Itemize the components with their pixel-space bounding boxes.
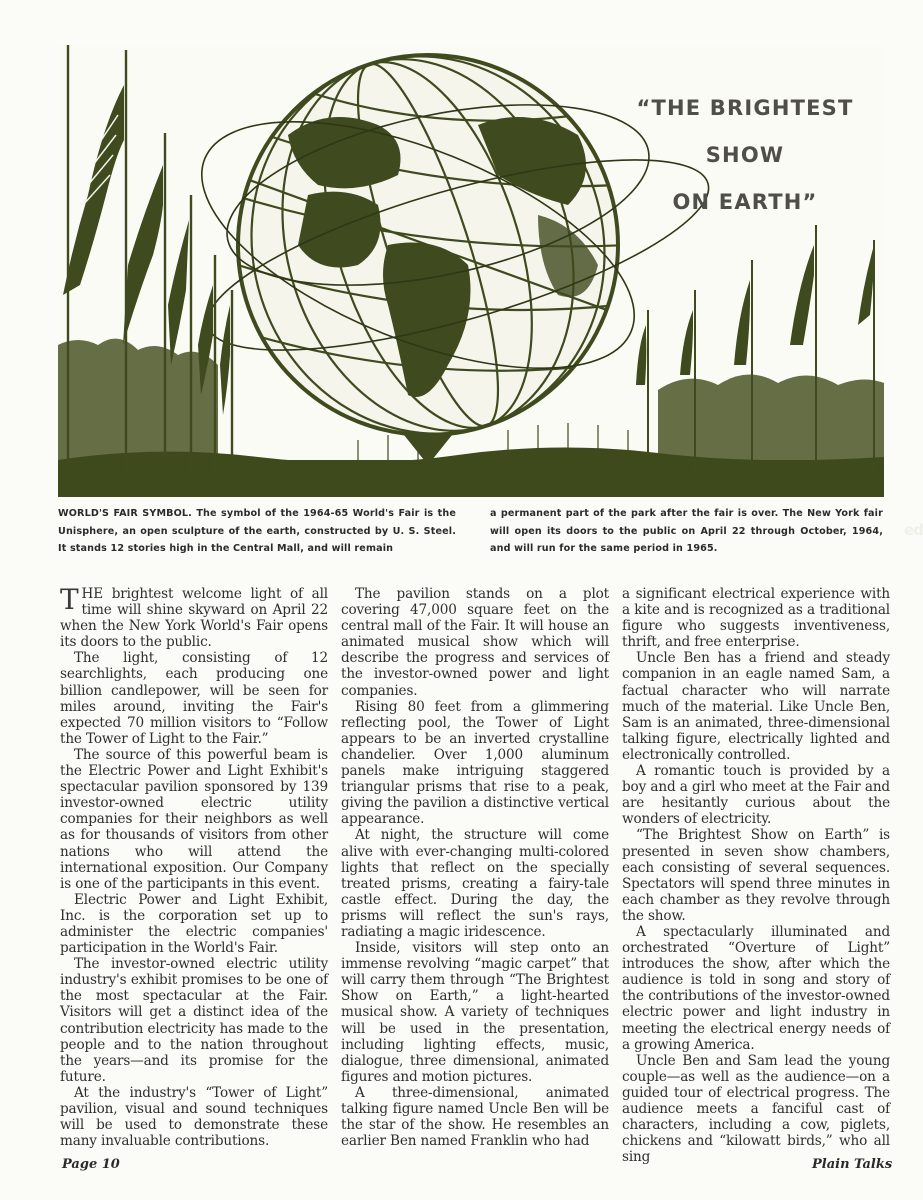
caption-lead: WORLD'S FAIR SYMBOL. bbox=[58, 508, 192, 519]
paragraph: The pavilion stands on a plot covering 47,000 square feet on the central mall of the Fair. It will house an animated musical show which will describe the progress and services of the investor-owned power and light companies. bbox=[341, 586, 609, 699]
paragraph: The investor-owned electric utility industry's exhibit promises to be one of the most spectacular at the Fair. Visitors will get a distinct idea of the contribution electricity has made to the people and to the nation throughout the years—and its promise for the future. bbox=[60, 956, 328, 1085]
photo-caption-left bbox=[58, 505, 456, 558]
paragraph: The source of this powerful beam is the Electric Power and Light Exhibit's spectacular pavilion sponsored by 139 investor-owned electric utility companies for their neighbors as well as for thousands of visitors from other nations who will attend the international exposition. Our Company is one of the participants in this event. bbox=[60, 746, 328, 892]
paragraph: A romantic touch is provided by a boy and a girl who meet at the Fair and are hesitantly curious about the wonders of electricity. bbox=[622, 763, 890, 828]
headline-line-1: “THE BRIGHTEST bbox=[636, 96, 854, 120]
paragraph: At night, the structure will come alive with ever-changing multi-colored lights that reflect on the specially treated prisms, creating a fairy-tale castle effect. During the day, the prisms will reflect the sun's rays, radiating a magic iridescence. bbox=[341, 827, 609, 940]
paragraph: A spectacularly illuminated and orchestrated “Overture of Light” introduces the show, after which the audience is told in song and story of the contributions of the investor-owned electric power and light industry in meeting the electrical energy needs of a growing America. bbox=[622, 923, 890, 1053]
paragraph: Rising 80 feet from a glimmering reflecting pool, the Tower of Light appears to be an inverted crystalline chandelier. Over 1,000 aluminum panels make intriguing staggered triangular prisms that rise to a peak, giving the pavilion a distinctive vertical appearance. bbox=[341, 698, 609, 828]
paragraph: a significant electrical experience with a kite and is recognized as a traditional figure who suggests inventiveness, thrift, and free enterprise. bbox=[622, 586, 890, 651]
article-column-3 bbox=[622, 586, 890, 1165]
paragraph: “The Brightest Show on Earth” is presented in seven show chambers, each consisting of several sequences. Spectators will spend three minutes in each chamber as they revolve through the show. bbox=[622, 827, 890, 924]
headline bbox=[600, 85, 890, 226]
publication-name: Plain Talks bbox=[812, 1157, 893, 1172]
paragraph: Uncle Ben has a friend and steady companion in an eagle named Sam, a factual character who will narrate much of the material. Like Uncle Ben, Sam is an animated, three-dimensional talking figure, electrically lighted and electronically controlled. bbox=[622, 650, 890, 763]
article-column-2 bbox=[341, 586, 609, 1149]
paragraph: Electric Power and Light Exhibit, Inc. is the corporation set up to administer the electric companies' participation in the World's Fair. bbox=[60, 891, 328, 957]
paragraph: A three-dimensional, animated talking figure named Uncle Ben will be the star of the show. He resembles an earlier Ben named Franklin who had bbox=[341, 1084, 609, 1150]
caption-text-left: The symbol of the 1964-65 World's Fair is the Unisphere, an open sculpture of the earth, constructed by U. S. Steel. It stands 12 stories high in the Central Mall, and will remain bbox=[58, 508, 456, 554]
article-column-1 bbox=[60, 583, 328, 1150]
caption-text-right: a permanent part of the park after the fair is over. The New York fair will open its doors to the public on April 22 through October, 1964, and will run for the same period in 1965. bbox=[490, 508, 883, 554]
page-number: Page 10 bbox=[62, 1157, 120, 1172]
paragraph: The light, consisting of 12 searchlights, each producing one billion candlepower, will be seen for miles around, inviting the Fair's expected 70 million visitors to “Follow the Tower of Light to the Fair.” bbox=[60, 650, 328, 747]
paragraph: Inside, visitors will step onto an immense revolving “magic carpet” that will carry them through “The Brightest Show on Earth,” a light-hearted musical show. A variety of techniques will be used in the presentation, including lighting effects, music, dialogue, three dimensional, animated figures and motion pictures. bbox=[341, 940, 609, 1085]
photo-caption-right bbox=[490, 505, 883, 558]
artist-signature: ed bbox=[904, 521, 923, 539]
headline-line-3: ON EARTH” bbox=[672, 190, 818, 214]
paragraph: At the industry's “Tower of Light” pavilion, visual and sound techniques will be used to demonstrate these many invaluable contributions. bbox=[60, 1084, 328, 1150]
paragraph: THE brightest welcome light of all time will shine skyward on April 22 when the New York World's Fair opens its doors to the public. bbox=[60, 583, 328, 651]
headline-line-2: SHOW bbox=[705, 143, 785, 167]
drop-cap: T bbox=[60, 583, 79, 616]
paragraph: Uncle Ben and Sam lead the young couple—as well as the audience—on a guided tour of electrical progress. The audience meets a fanciful cast of characters, including a cow, piglets, chickens and “kilowatt birds,” who all sing bbox=[622, 1052, 890, 1166]
